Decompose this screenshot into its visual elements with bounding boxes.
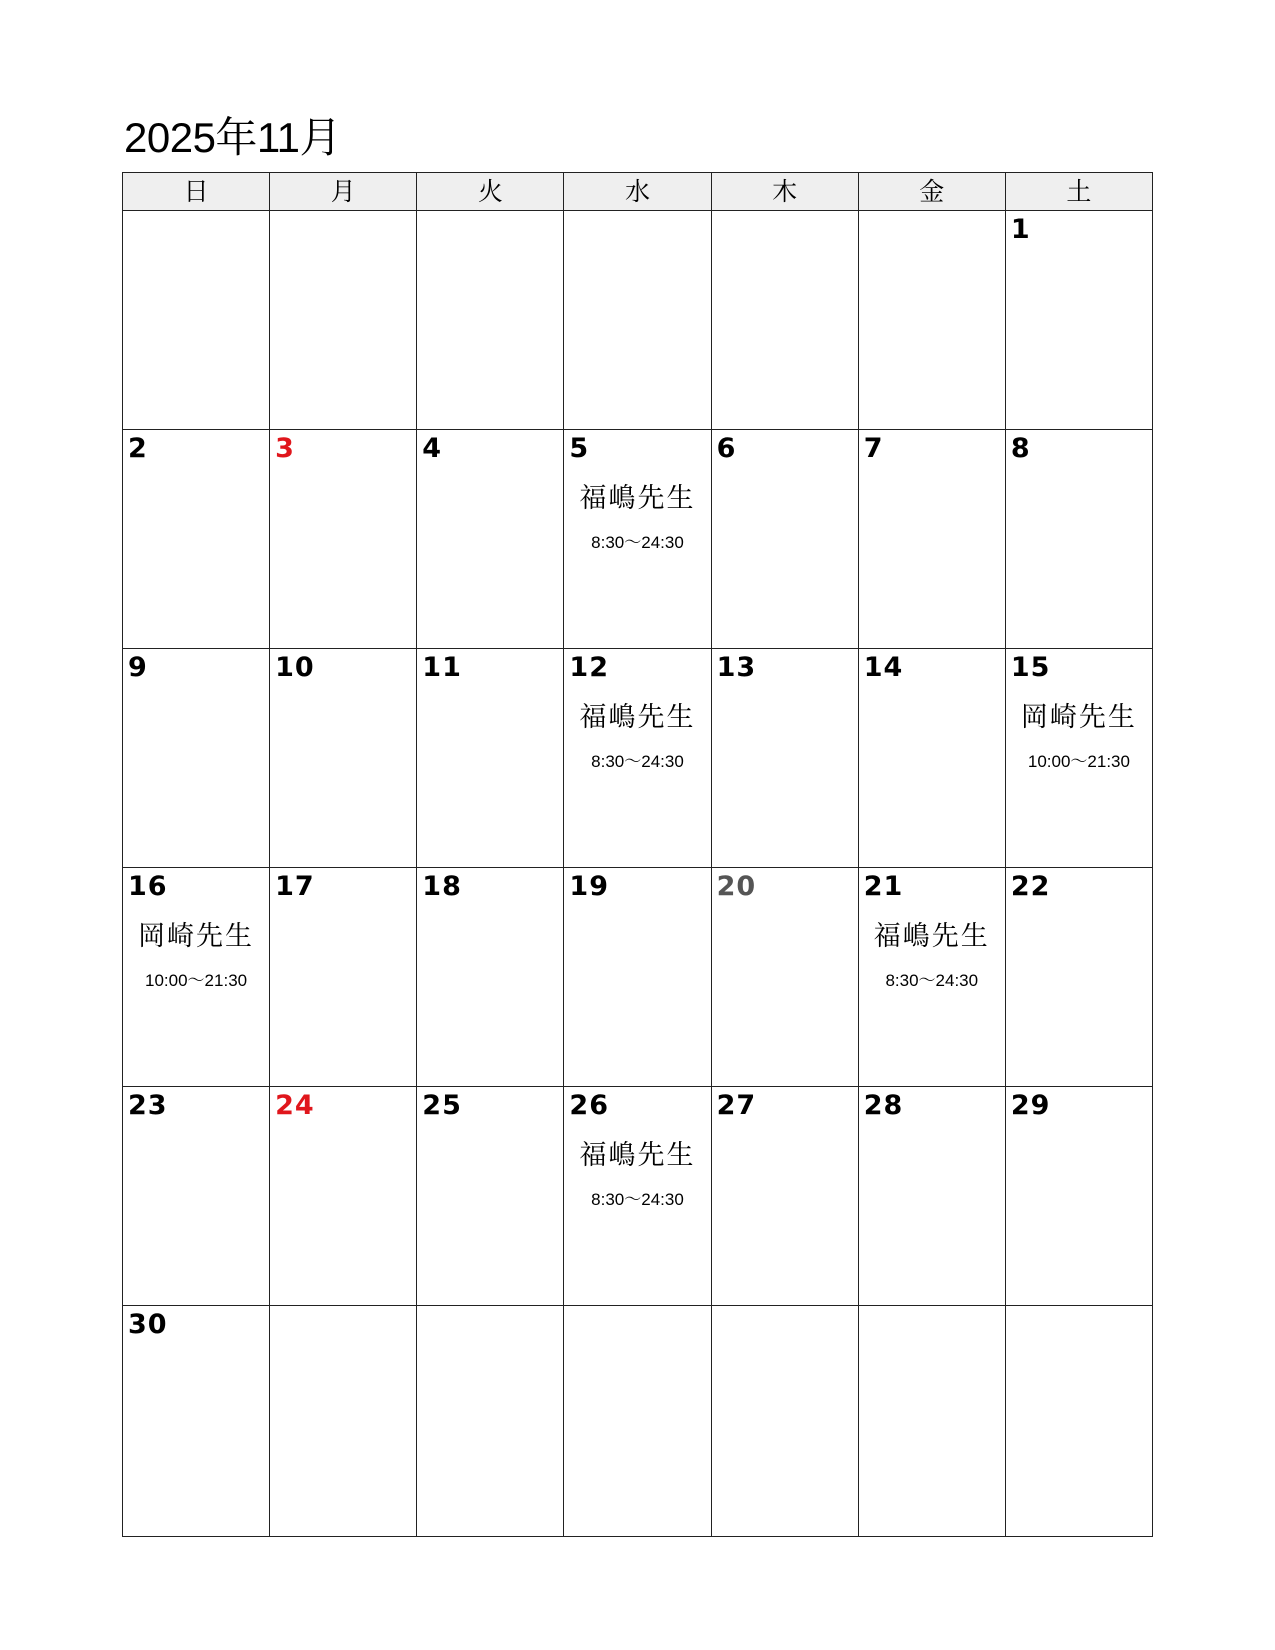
day-cell bbox=[123, 649, 270, 868]
day-number: 25 bbox=[422, 1090, 462, 1121]
weekday-header-row bbox=[123, 173, 1153, 211]
day-number: 1 bbox=[1010, 214, 1031, 245]
day-cell bbox=[270, 211, 417, 430]
day-number: 30 bbox=[128, 1309, 168, 1340]
event-time-range: 8:30～24:30 bbox=[591, 752, 684, 771]
calendar-week-row bbox=[123, 430, 1153, 649]
day-number: 24 bbox=[275, 1090, 315, 1121]
day-cell bbox=[1005, 868, 1152, 1087]
calendar-week-row bbox=[123, 868, 1153, 1087]
event-teacher-name: 岡崎先生 bbox=[138, 921, 255, 952]
day-cell bbox=[711, 649, 858, 868]
day-number: 3 bbox=[275, 433, 295, 464]
weekday-header-mon: 月 bbox=[270, 173, 417, 211]
event-teacher-name: 岡崎先生 bbox=[1020, 702, 1137, 733]
day-cell bbox=[123, 868, 270, 1087]
weekday-header-thu: 木 bbox=[711, 173, 858, 211]
weekday-header-fri: 金 bbox=[858, 173, 1005, 211]
day-cell bbox=[417, 430, 564, 649]
day-number: 19 bbox=[569, 871, 609, 902]
day-number: 12 bbox=[569, 652, 609, 683]
day-number: 5 bbox=[569, 433, 590, 464]
day-number: 29 bbox=[1010, 1090, 1051, 1121]
day-number: 18 bbox=[422, 871, 462, 902]
day-cell bbox=[564, 649, 711, 868]
day-cell bbox=[417, 1306, 564, 1537]
day-cell bbox=[123, 1087, 270, 1306]
day-cell bbox=[564, 868, 711, 1087]
day-cell bbox=[1005, 649, 1152, 868]
weekday-header-sun: 日 bbox=[123, 173, 270, 211]
day-number: 8 bbox=[1010, 433, 1031, 464]
day-cell bbox=[123, 430, 270, 649]
day-number: 27 bbox=[716, 1090, 757, 1121]
page-title: 2025年11月 bbox=[124, 114, 342, 161]
day-number: 7 bbox=[863, 433, 884, 464]
day-cell bbox=[417, 211, 564, 430]
day-number: 14 bbox=[863, 652, 904, 683]
calendar-week-row bbox=[123, 649, 1153, 868]
day-number: 26 bbox=[569, 1090, 609, 1121]
weekday-header-tue: 火 bbox=[417, 173, 564, 211]
day-number: 23 bbox=[128, 1090, 168, 1121]
day-cell bbox=[417, 1087, 564, 1306]
day-cell bbox=[270, 430, 417, 649]
day-cell bbox=[270, 1087, 417, 1306]
weekday-header-sat: 土 bbox=[1005, 173, 1152, 211]
day-cell bbox=[1005, 211, 1152, 430]
day-number: 11 bbox=[422, 652, 462, 683]
event-teacher-name: 福嶋先生 bbox=[873, 921, 990, 952]
calendar-week-row bbox=[123, 211, 1153, 430]
day-number: 17 bbox=[275, 871, 315, 902]
day-number: 16 bbox=[128, 871, 168, 902]
day-cell bbox=[858, 649, 1005, 868]
calendar-grid bbox=[122, 172, 1153, 1537]
calendar-body bbox=[123, 211, 1153, 1537]
day-cell bbox=[1005, 1306, 1152, 1537]
calendar-week-row bbox=[123, 1087, 1153, 1306]
day-cell bbox=[1005, 1087, 1152, 1306]
day-cell bbox=[564, 1087, 711, 1306]
day-number: 10 bbox=[275, 652, 315, 683]
day-cell bbox=[858, 211, 1005, 430]
event-teacher-name: 福嶋先生 bbox=[579, 483, 696, 514]
day-cell bbox=[417, 649, 564, 868]
day-cell bbox=[858, 868, 1005, 1087]
day-cell bbox=[711, 1306, 858, 1537]
event-time-range: 10:00～21:30 bbox=[145, 971, 248, 990]
day-cell bbox=[564, 430, 711, 649]
event-teacher-name: 福嶋先生 bbox=[579, 1140, 696, 1171]
day-cell bbox=[711, 868, 858, 1087]
day-cell bbox=[417, 868, 564, 1087]
day-number: 21 bbox=[863, 871, 904, 902]
day-number: 28 bbox=[863, 1090, 904, 1121]
event-time-range: 8:30～24:30 bbox=[885, 971, 979, 990]
event-time-range: 10:00～21:30 bbox=[1027, 752, 1130, 771]
day-number: 2 bbox=[128, 433, 148, 464]
day-number: 4 bbox=[422, 433, 443, 464]
day-number: 22 bbox=[1010, 871, 1051, 902]
day-cell bbox=[711, 430, 858, 649]
day-cell bbox=[711, 1087, 858, 1306]
day-cell bbox=[564, 211, 711, 430]
day-cell bbox=[858, 1087, 1005, 1306]
event-time-range: 8:30～24:30 bbox=[591, 1190, 684, 1209]
day-cell bbox=[858, 430, 1005, 649]
day-cell bbox=[270, 1306, 417, 1537]
day-cell bbox=[1005, 430, 1152, 649]
event-time-range: 8:30～24:30 bbox=[591, 533, 684, 552]
weekday-header-wed: 水 bbox=[564, 173, 711, 211]
day-cell bbox=[123, 1306, 270, 1537]
day-cell bbox=[270, 868, 417, 1087]
day-cell bbox=[564, 1306, 711, 1537]
event-teacher-name: 福嶋先生 bbox=[579, 702, 696, 733]
day-number: 20 bbox=[716, 871, 757, 902]
day-cell bbox=[123, 211, 270, 430]
day-cell bbox=[858, 1306, 1005, 1537]
day-cell bbox=[270, 649, 417, 868]
day-number: 9 bbox=[128, 652, 148, 683]
day-cell bbox=[711, 211, 858, 430]
day-number: 13 bbox=[716, 652, 757, 683]
day-number: 15 bbox=[1010, 652, 1051, 683]
day-number: 6 bbox=[716, 433, 737, 464]
calendar-week-row bbox=[123, 1306, 1153, 1537]
